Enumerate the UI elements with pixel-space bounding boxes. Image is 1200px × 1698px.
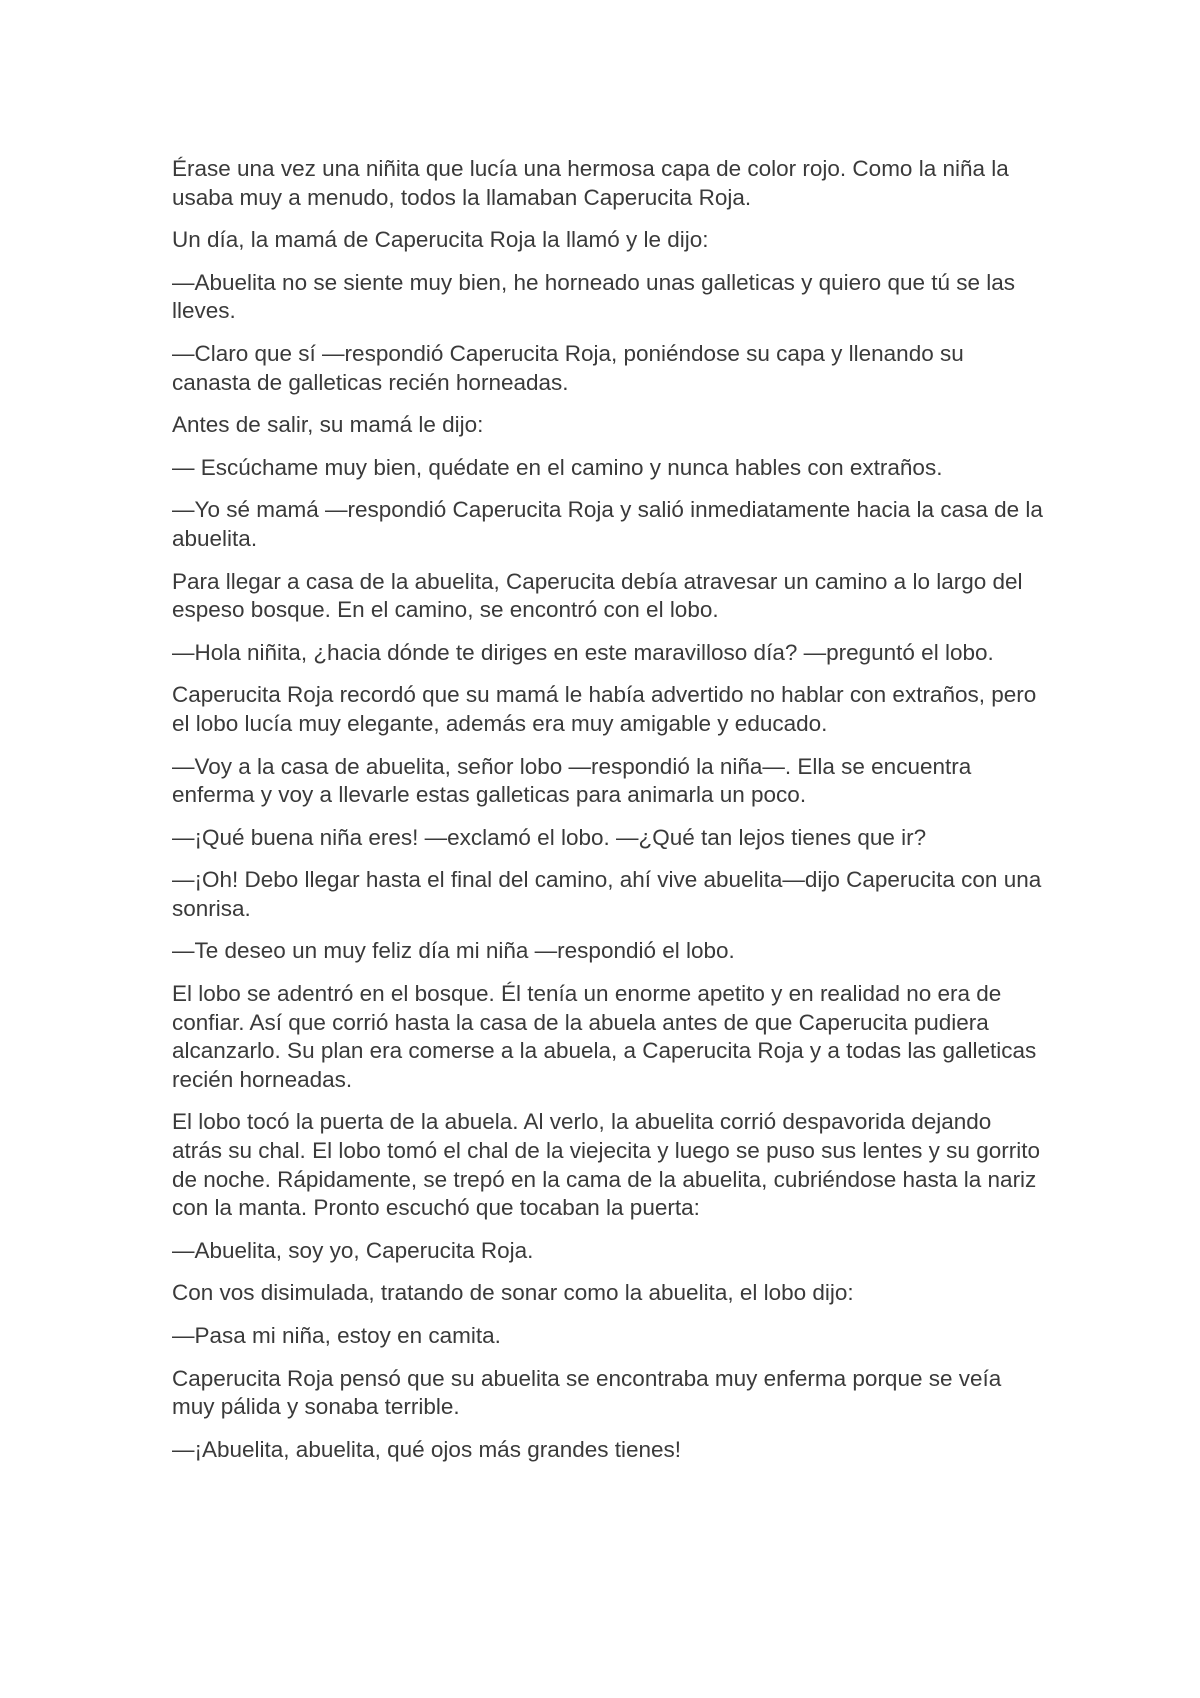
paragraph: —Abuelita, soy yo, Caperucita Roja. [172,1237,534,1263]
paragraph: —Hola niñita, ¿hacia dónde te diriges en este maravilloso día? —preguntó el lobo. [172,639,994,665]
paragraph: —Abuelita no se siente muy bien, he horneado unas galleticas y quiero que tú se las lleves. [172,269,1016,324]
paragraph: El lobo se adentró en el bosque. Él tenía un enorme apetito y en realidad no era de confiar. Así que corrió hasta la casa de la abuela antes de que Caperucita pudiera alcanzarlo. Su plan era comerse a la abuela, a Caperucita Roja y a todas las galleticas recién horneadas. [172,981,1037,1092]
paragraph: Para llegar a casa de la abuelita, Caperucita debía atravesar un camino a lo largo del espeso bosque. En el camino, se encontró con el lobo. [172,568,1023,623]
paragraph: —¡Qué buena niña eres! —exclamó el lobo. —¿Qué tan lejos tienes que ir? [172,824,927,850]
paragraph: Con vos disimulada, tratando de sonar como la abuelita, el lobo dijo: [172,1280,854,1306]
paragraph: Caperucita Roja recordó que su mamá le había advertido no hablar con extraños, pero el lobo lucía muy elegante, además era muy amigable y educado. [172,682,1037,736]
paragraph: El lobo tocó la puerta de la abuela. Al verlo, la abuelita corrió despavorida dejando atrás su chal. El lobo tomó el chal de la viejecita y luego se puso sus lentes y su gorrito de noche. Rápidamente, se trepó en la cama de la abuelita, cubriéndose hasta la nariz con la manta. Pronto escuchó que tocaban la puerta: [172,1109,1040,1221]
paragraph: —Pasa mi niña, estoy en camita. [172,1323,501,1348]
paragraph: —¡Abuelita, abuelita, qué ojos más grandes tienes! [172,1436,682,1462]
paragraph: —Yo sé mamá —respondió Caperucita Roja y salió inmediatamente hacia la casa de la abuelita. [172,497,1043,551]
paragraph: —¡Oh! Debo llegar hasta el final del camino, ahí vive abuelita—dijo Caperucita con una sonrisa. [172,867,1042,921]
story-text [172,155,1047,1478]
paragraph: — Escúchame muy bien, quédate en el camino y nunca hables con extraños. [172,454,943,480]
paragraph: Caperucita Roja pensó que su abuelita se encontraba muy enferma porque se veía muy pálida y sonaba terrible. [172,1365,1002,1420]
paragraph: —Te deseo un muy feliz día mi niña —respondió el lobo. [172,938,735,964]
paragraph: Antes de salir, su mamá le dijo: [172,412,484,438]
paragraph: —Voy a la casa de abuelita, señor lobo —respondió la niña—. Ella se encuentra enferma y voy a llevarle estas galleticas para animarla un poco. [172,753,972,808]
paragraph: Un día, la mamá de Caperucita Roja la llamó y le dijo: [172,227,709,253]
paragraph: —Claro que sí —respondió Caperucita Roja, poniéndose su capa y llenando su canasta de galleticas recién horneadas. [172,340,964,395]
paragraph: Érase una vez una niñita que lucía una hermosa capa de color rojo. Como la niña la usaba muy a menudo, todos la llamaban Caperucita Roja. [172,156,1009,210]
